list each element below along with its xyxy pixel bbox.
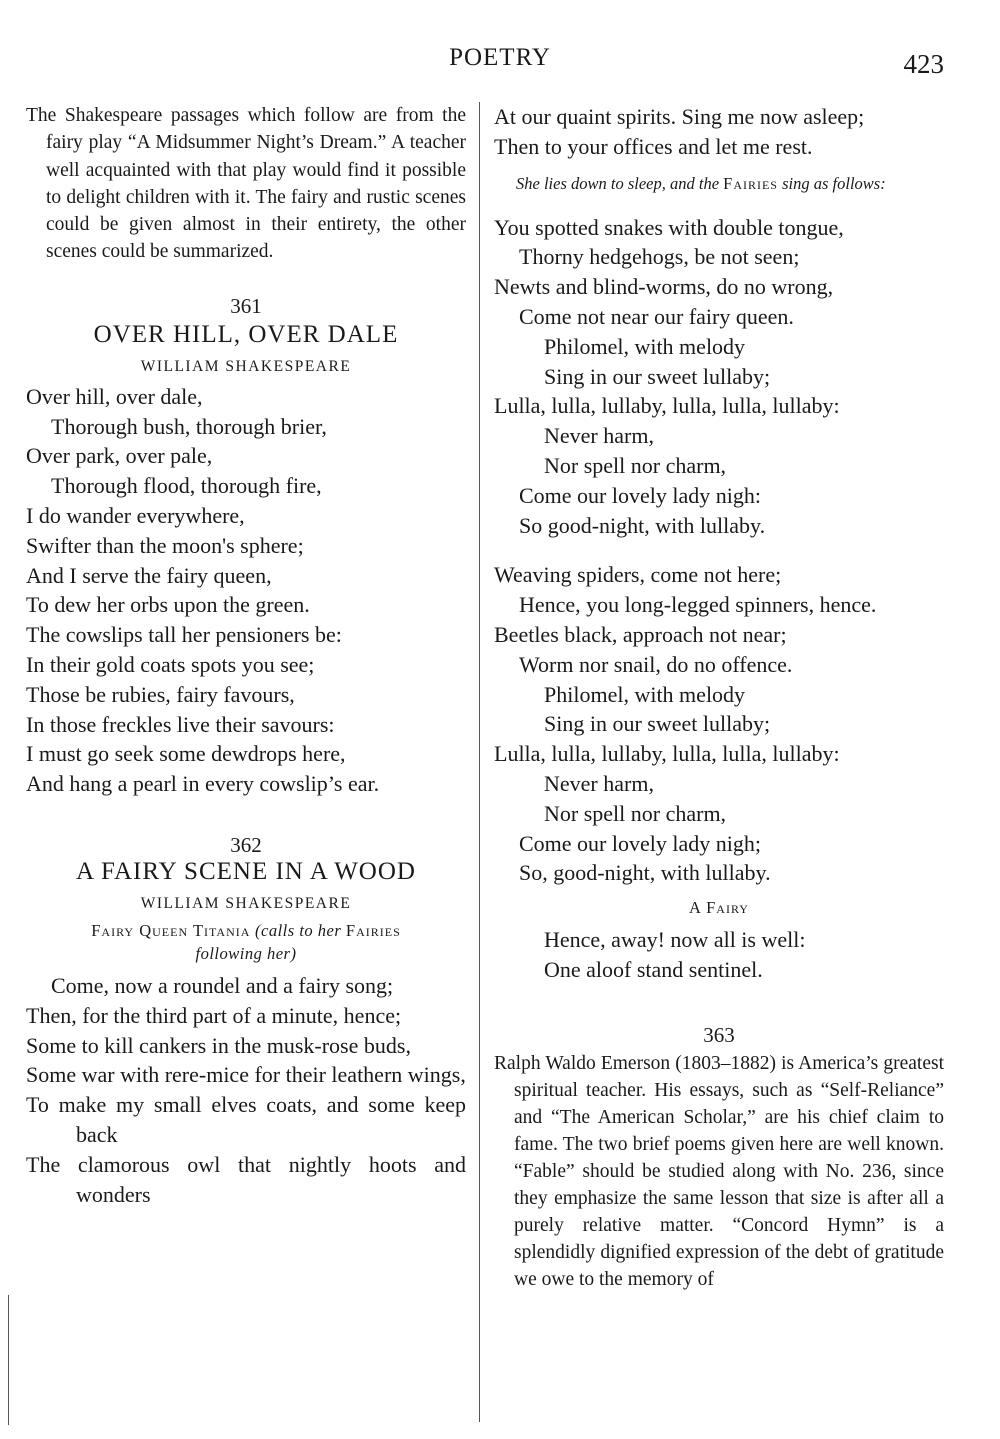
verse-line: Some war with rere-mice for their leathern wings,	[26, 1062, 466, 1088]
verse-line: So good-night, with lullaby.	[519, 512, 766, 538]
margin-rule	[8, 1295, 9, 1425]
lullaby-stanza-1	[494, 213, 944, 541]
speaker-heading	[26, 919, 466, 965]
emerson-note: Ralph Waldo Emerson (1803–1882) is America’s greatest spiritual teacher. His essays, such as “Self-Reliance” and “The American Scholar,” are his chief claim to fame. The two brief poems given here are well known. “Fable” should be studied along with No. 236, since they emphasize the same lesson that size is after all a purely relative matter. “Concord Hymn” is a splendidly dignified expression of the debt of gratitude we owe to the memory of	[494, 1052, 944, 1290]
verse-line: Thorough flood, thorough fire,	[51, 473, 322, 499]
stage-direction: following her)	[195, 943, 297, 963]
right-column	[494, 102, 944, 1293]
verse-line: Newts and blind-worms, do no wrong,	[494, 274, 834, 300]
fairy-speaker: A Fairy	[689, 898, 749, 918]
verse-line: Those be rubies, fairy favours,	[26, 681, 295, 707]
verse-line: And I serve the fairy queen,	[26, 562, 272, 588]
verse-line: Nor spell nor charm,	[544, 800, 727, 826]
verse-line: I must go seek some dewdrops here,	[26, 741, 346, 767]
verse-line: The cowslips tall her pensioners be:	[26, 622, 342, 648]
verse-line: Over park, over pale,	[26, 443, 213, 469]
verse-line: I do wander everywhere,	[26, 502, 245, 528]
poem-author-361: WILLIAM SHAKESPEARE	[140, 357, 352, 375]
verse-line: Come our lovely lady nigh:	[519, 482, 761, 508]
verse-line: To make my small elves coats, and some keep back	[26, 1092, 466, 1147]
verse-line: Then, for the third part of a minute, hence;	[26, 1002, 402, 1028]
verse-line: Come our lovely lady nigh;	[519, 830, 761, 856]
stage-fairies: Fairies	[723, 173, 778, 193]
verse-line: At our quaint spirits. Sing me now asleep;	[494, 104, 865, 129]
verse-line: Worm nor snail, do no offence.	[519, 651, 793, 677]
verse-line: Philomel, with melody	[544, 333, 746, 359]
speaker-name: Fairy Queen Titania	[91, 920, 251, 940]
running-head: POETRY	[449, 44, 551, 71]
verse-line: Swifter than the moon's sphere;	[26, 532, 304, 558]
poem-number-362: 362	[230, 832, 262, 857]
verse-line: Sing in our sweet lullaby;	[544, 711, 771, 737]
poem-number-363: 363	[703, 1022, 735, 1047]
verse-line: To dew her orbs upon the green.	[26, 592, 310, 618]
verse-line: Never harm,	[544, 423, 654, 449]
verse-line: Thorny hedgehogs, be not seen;	[519, 244, 800, 270]
poem-362-continuation	[494, 102, 944, 162]
verse-line: Nor spell nor charm,	[544, 452, 727, 478]
verse-line: Lulla, lulla, lullaby, lulla, lulla, lullaby:	[494, 393, 840, 419]
stage-text: She lies down to sleep, and the	[516, 173, 720, 193]
fairy-lines	[494, 925, 944, 985]
verse-line: Beetles black, approach not near;	[494, 621, 787, 647]
speaker-group: Fairies	[345, 920, 401, 940]
verse-line: In their gold coats spots you see;	[26, 651, 315, 677]
stage-direction-sleep	[494, 172, 944, 195]
intro-note: The Shakespeare passages which follow are from the fairy play “A Midsummer Night’s Dream.” A teacher well acquainted with that play would find it possible to delight children with it. The fairy and rustic scenes could be given almost in their entirety, the other scenes could be summarized.	[26, 105, 466, 263]
verse-line: One aloof stand sentinel.	[544, 956, 763, 982]
page-number: 423	[903, 49, 944, 79]
stage-text: sing as follows:	[782, 173, 886, 193]
verse-line: Hence, away! now all is well:	[544, 927, 806, 953]
verse-line: Weaving spiders, come not here;	[494, 562, 782, 588]
verse-line: Thorough bush, thorough brier,	[51, 413, 327, 439]
verse-line: Sing in our sweet lullaby;	[544, 363, 771, 389]
fairy-speaker-heading	[494, 896, 944, 919]
verse-line: And hang a pearl in every cowslip’s ear.	[26, 771, 380, 797]
verse-line: Lulla, lulla, lullaby, lulla, lulla, lullaby:	[494, 741, 840, 767]
verse-line: Never harm,	[544, 770, 654, 796]
verse-line: So, good-night, with lullaby.	[519, 860, 771, 886]
page-header	[0, 44, 1000, 78]
verse-line: Come not near our fairy queen.	[519, 303, 794, 329]
verse-line: Come, now a roundel and a fairy song;	[51, 972, 394, 998]
verse-line: Then to your offices and let me rest.	[494, 133, 813, 159]
poem-title-361: OVER HILL, OVER DALE	[93, 320, 399, 348]
poem-362-verse	[26, 971, 466, 1209]
verse-line: Over hill, over dale,	[26, 383, 203, 409]
verse-line: You spotted snakes with double tongue,	[494, 214, 844, 240]
left-column	[26, 102, 466, 1209]
poem-361-verse	[26, 382, 466, 799]
verse-line: Philomel, with melody	[544, 681, 746, 707]
poem-title-362: A FAIRY SCENE IN A WOOD	[76, 857, 416, 885]
lullaby-stanza-2	[494, 560, 944, 888]
verse-line: Some to kill cankers in the musk-rose buds,	[26, 1032, 411, 1058]
poem-number-361: 361	[230, 293, 262, 318]
poem-author-362: WILLIAM SHAKESPEARE	[140, 894, 352, 912]
stage-direction: (calls to her	[255, 920, 342, 940]
verse-line: The clamorous owl that nightly hoots and wonders	[26, 1151, 466, 1207]
column-divider	[479, 102, 480, 1422]
verse-line: In those freckles live their savours:	[26, 711, 335, 737]
verse-line: Hence, you long-legged spinners, hence.	[519, 592, 877, 618]
